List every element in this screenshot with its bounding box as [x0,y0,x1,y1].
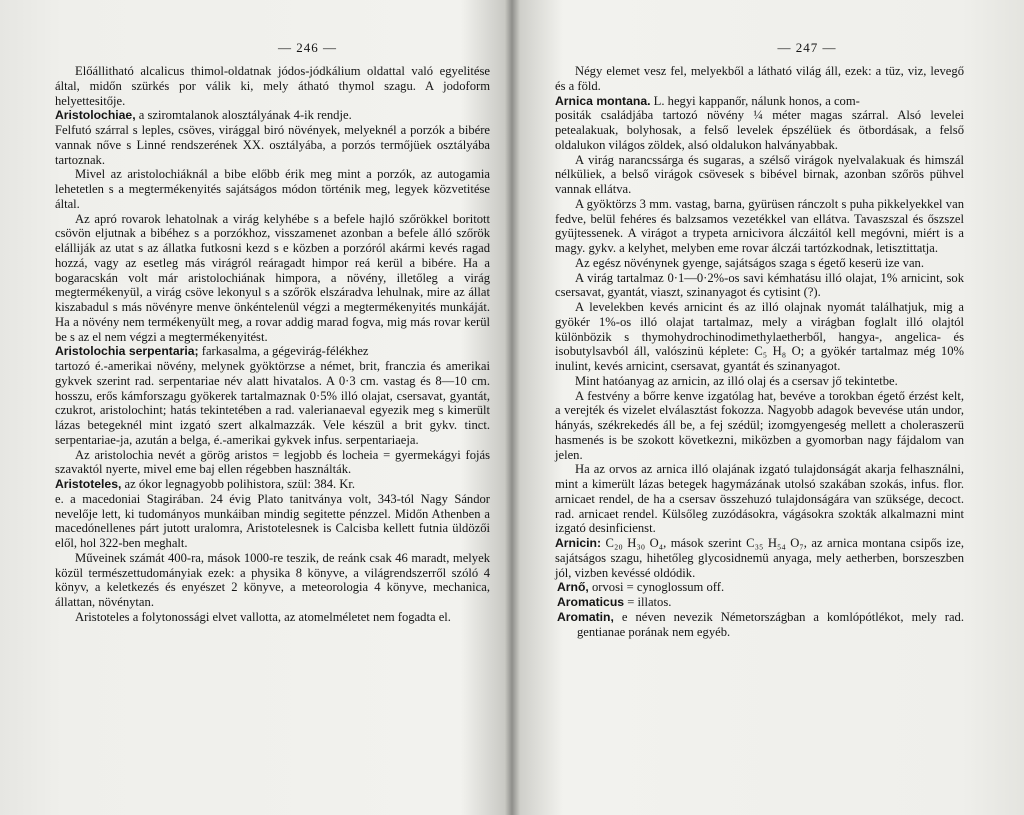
entry [555,610,964,640]
entry [55,108,490,123]
right-page [512,0,1024,815]
paragraph: Mivel az aristolochiáknál a bibe előbb érik meg mint a porzók, az autogamia lehetetlen s a megtermékenyités sajátságos módon történik meg, legyek közvetitése által. [55,167,490,211]
paragraph: Ha az orvos az arnica illó olajának izgató tulajdonságát akarja felhasználni, mint a kimerült lázas betegek hagymázának utolsó szakában szokás, infus. flor. arnicaet rendel, de ha a csersav összehuzó tulajdonságára van szüksége, decoct. rad. arnicaet rendel. Külsőleg zuzódásokra, vágásokra szokták alkalmazni mint izgató desinficienst. [555,462,964,536]
entry-text: a sziromtalanok alosztályának 4-ik rendje. [138,108,352,123]
entry-text: C₂₀ H₃₀ O₄, mások szerint C₃₅ H₅₄ O₇, az arnica montana csipős ize, sajátságos szagu, hihetőleg glycosidnemü anyaga, mely aetherben, borszeszben jól, vizben kevéssé oldódik. [555,536,964,580]
paragraph: Mint hatóanyag az arnicin, az illó olaj és a csersav jő tekintetbe. [575,373,898,388]
paragraph: Előállitható alcalicus thimol-oldatnak jódos-jódkálium oldattal való egyelitése által, midőn szürkés por válik ki, mely átható thymol szagu. A jodoform helyettesitője. [55,64,490,108]
paragraph: A virág narancssárga és sugaras, a szélső virágok nyelvalakuak és himszál nélküliek, a belső virágok csövesek s bibével birnak, azonban szőrös pühvel vannak ellátva. [555,152,964,196]
entry-headword: Aristolochia serpentaria; [55,344,199,359]
entry-headword: Arnő, [557,580,589,595]
entry [555,580,964,595]
paragraph: Az egész növénynek gyenge, sajátságos szaga s égető keserü ize van. [575,255,924,270]
left-page [0,0,510,815]
entry-text: orvosi = cynoglossum off. [591,580,725,595]
paragraph: A gyöktörzs 3 mm. vastag, barna, gyürüsen ránczolt s puha pikkelyekkel van fedve, belül fehéres és balzsamos vezetékkel van ellátva. Tavaszszal és őszszel gyüjtessenek. A virágot a trypeta arnicivora álczáitól kell megóvni, miért is a magy. gykv. a kelyhet, melyben eme rovar álczái tartózkodnak, letisztittatja. [555,196,964,255]
entry-headword: Aristolochiae, [55,108,136,123]
entry-text: e néven nevezik Németországban a komlópótlékot, mely rad. gentianae porának nem egyéb. [577,609,964,639]
entry [55,344,490,359]
page-text [55,64,490,625]
entry-headword: Aristoteles, [55,477,122,491]
entry-headword: Arnica montana. [555,93,651,108]
page-text [555,64,964,639]
paragraph: tartozó é.-amerikai növény, melynek gyöktörzse a német, brit, franczia és amerikai gykvek szerint rad. serpentariae név alatt hivatalos. A 0·3 cm. vastag és 8—10 cm. hosszu, erős kámforszagu gyökerek tartalmaznak 0·5% illó olajat, csersavat, gyantát, czukrot, aristolochint; hatás tekintetében a rad. valerianaeval egyezik meg s kimerült lázas betegeknél mint izgató szert alkalmazzák. Vele készül a brit gykv. tinct. serpentariae-ja, azután a belga, é.-amerikai gykvek infus. serpentariaeja. [55,359,490,447]
paragraph: A levelekben kevés arnicint és az illó olajnak nyomát találhatjuk, mig a gyökér 1%-os illó olajat tartalmaz, mely a virágban foglalt illó olajtól különbözik s thymohydrochinodimethylaetherből, hangya-, angelica- és isobutylsavból áll, valószinü képlete: C₅ H₈ O; a gyökér tartalmaz még 10% inulint, kevés arnicint, csersavat, gyantát és szinanyagot. [555,300,964,373]
entry-text: farkasalma, a gégevirág-félékhez [201,344,369,359]
paragraph: A virág tartalmaz 0·1—0·2%-os savi kémhatásu illó olajat, 1% arnicint, sok csersavat, gyantát, viaszt, szinanyagot és cytisint (?). [555,270,964,300]
entry-text: az ókor legnagyobb polihistora, szül: 384. Kr. [124,477,356,491]
paragraph: Az apró rovarok lehatolnak a virág kelyhébe s a befele hajló szőrökkel boritott csövön eljutnak a bibéhez s a porzókhoz, visszamenet azonban a befele álló szőrök elálliják az utat s az állatka futkosni kezd s e közben a porzóról akármi kevés ragad hozzá, vagy az esetleg más virágról reáragadt himpor reá kerül a bibére. Ha a bogaracskán volt már aristolochiának himpora, a növény, illetőleg a virág megtermékenyül, a virág csöve lekonyul s a szőrök elszáradva lehulnak, mire az állat kiszabadul s más növényre menve önkéntelenül végzi a megtermékenyités munkáját. Ha a növény nem termékenyült meg, a rovar addig marad fogva, mig más rovar kerül be s az el nem végzi a megtermékenyitést. [55,211,490,344]
entry [555,536,964,580]
paragraph: Felfutó szárral s leples, csöves, virággal biró növények, melyeknél a porzók a bibére vannak nőve s Linné rendszerének XX. osztályába, a porzós termőjüek osztályába tartoznak. [55,123,490,167]
entry-headword: Aromatin, [557,609,614,624]
entry [55,477,490,492]
entry [555,595,964,610]
paragraph: positák családjába tartozó növény ¼ méter magas szárral. Alsó levelei petealakuak, bolyhosak, a felső levelek épszélüek és ötbordásak, a felső oldalukon világos zöldek, alsó oldalukon halványabbak. [555,108,964,152]
paragraph: Aristoteles a folytonossági elvet vallotta, az atomelméletet nem fogadta el. [75,609,451,624]
entry-headword: Arnicin: [555,536,602,550]
paragraph: Négy elemet vesz fel, melyekből a látható világ áll, ezek: a tüz, viz, levegő és a föld. [555,64,964,93]
entry-text: L. hegyi kappanőr, nálunk honos, a com- [653,93,860,108]
page-number: — 247 — [777,40,837,55]
entry-text: = illatos. [627,595,672,609]
entry-headword: Aromaticus [557,595,625,609]
paragraph: A festvény a bőrre kenve izgatólag hat, bevéve a torokban égető érzést kelt, a verejték és vizelet elválasztást fokozza. Nagyobb adagok bevevése után undor, hányás, székrekedés áll be, a fej szédül; izomgyengeség mellett a choleraszerü hasmenés is be szokott következni, miközben a gyomorban nagy fájdalom van jelen. [555,388,964,462]
page-number: — 246 — [278,40,337,55]
entry [555,94,964,109]
paragraph: e. a macedoniai Stagirában. 24 évig Plato tanitványa volt, 343-tól Nagy Sándor nevelője lett, ki tudományos munkáiban mindig segitette pénzzel. Midőn Athenben a macedónellenes párt jutott uralomra, Aristotelesnek is Calcisba kellett futnia üldözői elől, hol 322-ben meghalt. [55,491,490,550]
paragraph: Az aristolochia nevét a görög aristos = legjobb és locheia = gyermekágyi fojás szavaktól nyerte, mivel eme baj ellen régebben használták. [55,447,490,477]
paragraph: Műveinek számát 400-ra, mások 1000-re teszik, de reánk csak 46 maradt, melyek közül természettudományiak ezek: a physika 8 könyve, a világrendszerről szóló 4 könyv, a keletkezés és enyészet 2 könyve, a meteorologia 4 könyve, mechanica, állattan, növénytan. [55,550,490,609]
